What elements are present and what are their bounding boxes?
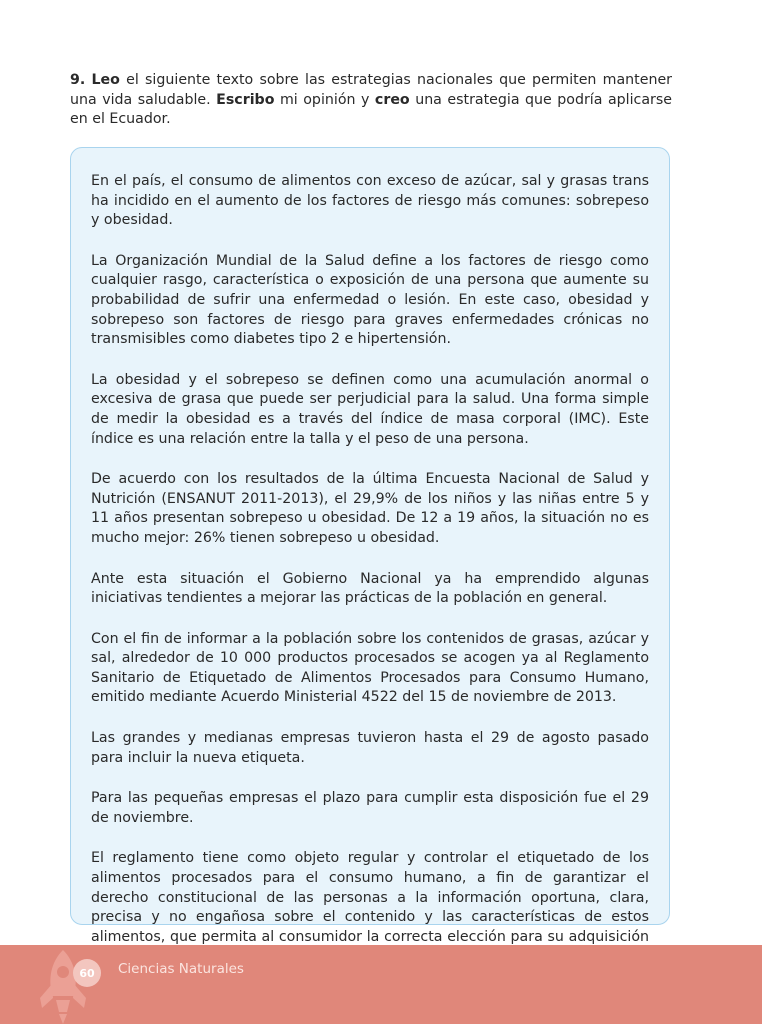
reading-paragraph: Con el fin de informar a la población sobre los contenidos de grasas, azúcar y sal, alrededor de 10 000 productos procesados se acogen ya al Reglamento Sanitario de Etiquetado de Alimentos Procesados para Consumo Humano, emitido mediante Acuerdo Ministerial 4522 del 15 de noviembre de 2013. xyxy=(91,630,649,706)
reading-paragraph: En el país, el consumo de alimentos con exceso de azúcar, sal y grasas trans ha incidido en el aumento de los factores de riesgo más comunes: sobrepeso y obesidad. xyxy=(91,173,649,229)
instruction-text-3: una estrategia que podría aplicarse en el Ecuador. xyxy=(70,91,672,127)
footer-edge xyxy=(765,945,777,1024)
instruction-text-2: mi opinión y xyxy=(274,91,375,108)
verb-escribo: Escribo xyxy=(216,91,275,108)
subject-label: Ciencias Naturales xyxy=(118,961,244,977)
verb-creo: creo xyxy=(374,91,410,108)
reading-paragraph: Ante esta situación el Gobierno Nacional ya ha emprendido algunas iniciativas tendientes a mejorar las prácticas de la población en general. xyxy=(91,570,649,607)
reading-paragraph: De acuerdo con los resultados de la última Encuesta Nacional de Salud y Nutrición (ENSANUT 2011-2013), el 29,9% de los niños y las niñas entre 5 y 11 años presentan sobrepeso u obesidad. De 12 a 19 años, la situación no es mucho mejor: 26% tienen sobrepeso u obesidad. xyxy=(91,471,649,546)
verb-leo: Leo xyxy=(91,72,120,88)
activity-number: 9. xyxy=(70,72,86,88)
activity-instruction xyxy=(70,71,672,130)
page-number: 60 xyxy=(73,959,101,987)
reading-paragraph: La Organización Mundial de la Salud define a los factores de riesgo como cualquier rasgo, característica o exposición de una persona que aumente su probabilidad de sufrir una enfermedad o lesión. En este caso, obesidad y sobrepeso son factores de riesgo para graves enfermedades crónicas no transmisibles como diabetes tipo 2 e hipertensión. xyxy=(91,252,649,348)
reading-paragraph: Para las pequeñas empresas el plazo para cumplir esta disposición fue el 29 de noviembre. xyxy=(91,790,649,826)
reading-paragraph: La obesidad y el sobrepeso se definen como una acumulación anormal o excesiva de grasa que puede ser perjudicial para la salud. Una forma simple de medir la obesidad es a través del índice de masa corporal (IMC). Este índice es una relación entre la talla y el peso de una persona. xyxy=(91,371,649,447)
footer-band xyxy=(0,945,762,1024)
instruction-text-1: el siguiente texto sobre las estrategias nacionales que permiten mantener una vida saludable. xyxy=(70,72,673,108)
reading-paragraph: Las grandes y medianas empresas tuvieron hasta el 29 de agosto pasado para incluir la nueva etiqueta. xyxy=(91,730,649,766)
reading-box xyxy=(70,147,670,945)
reading-paragraph: El reglamento tiene como objeto regular y controlar el etiquetado de los alimentos procesados para el consumo humano, a fin de garantizar el derecho constitucional de las personas a la información oportuna, clara, precisa y no engañosa sobre el contenido y las características de estos alimentos, que permita al consumidor la correcta elección para su adquisición xyxy=(91,850,649,945)
